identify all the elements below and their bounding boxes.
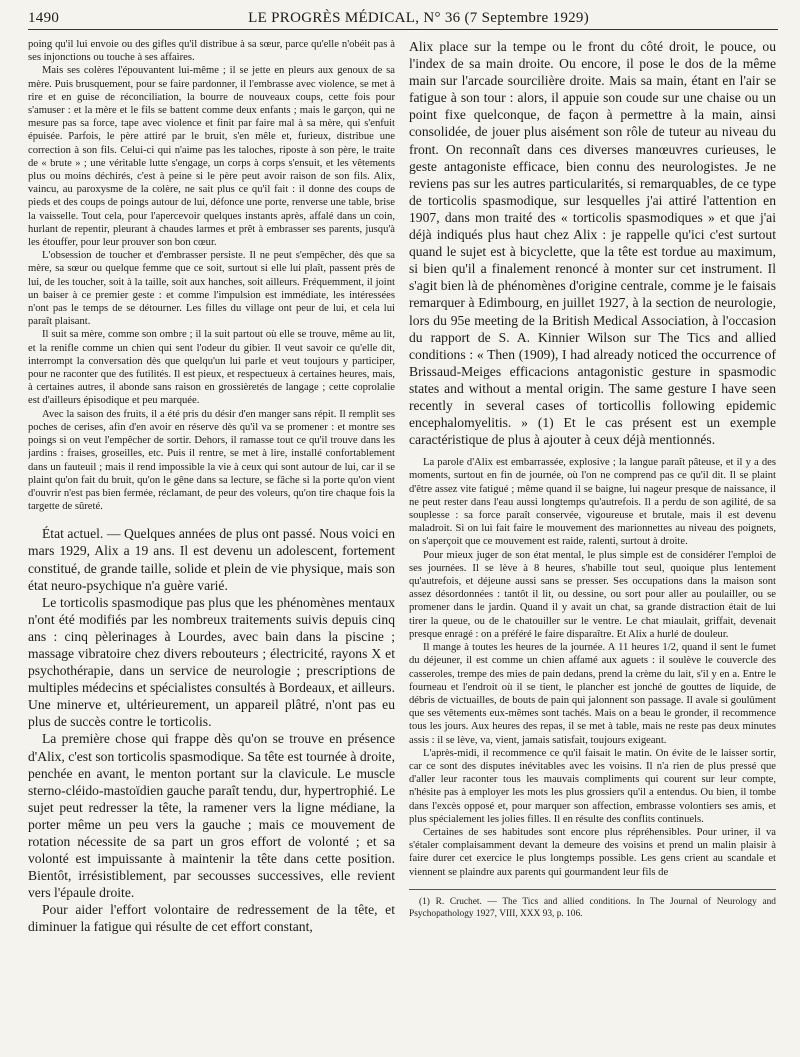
left-small-text-block bbox=[28, 38, 395, 513]
journal-title: LE PROGRÈS MÉDICAL, N° 36 (7 Septembre 1929) bbox=[248, 10, 590, 26]
paragraph: L'obsession de toucher et d'embrasser persiste. Il ne peut s'empêcher, dès que sa mère, sa sœur ou quelque femme que ce soit, surtout si elle lui plaît, passent près de lui, de les toucher, soit à la taille, soit aux hanches, soit ailleurs. Fréquemment, il joint un baiser à ce premier geste : et comme l'impulsion est immédiate, les intéressées n'ont pas le temps de se détourner. Les filles du village ont peur de lui, et cela lui paraît plaisant. bbox=[28, 250, 395, 328]
paragraph: Il suit sa mère, comme son ombre ; il la suit partout où elle se trouve, même au lit, et la renifle comme un chien qui sent l'odeur du gibier. Il veut savoir ce qu'elle dit, interrompt la conversation dès que quelqu'un lui parle et veut toujours y participer, pour ne raconter que des futilités. Il est pieux, et respectueux à certaines heures, mais, à certaines autres, il abonde sans raison en grossièretés de langage ; cette coprolalie est d'ailleurs épisodique et peu marquée. bbox=[28, 329, 395, 407]
right-large-text-block bbox=[409, 38, 776, 448]
paragraph: Certaines de ses habitudes sont encore plus répréhensibles. Pour uriner, il va s'étaler complaisamment devant la demeure des voisins et prend un malin plaisir à faire durer cet exercice le plus longtemps possible. Les gens crient au scandale et viennent se plaindre aux parents qui gourmandent leur fils de bbox=[409, 826, 776, 878]
paragraph: Pour mieux juger de son état mental, le plus simple est de considérer l'emploi de ses journées. Il se lève à 8 heures, s'habille tout seul, quoique plus lentement qu'autrefois, et déjeune aussi sans se presser. Ses occupations dans la maison sont assez désordonnées : tantôt il lit, ou dessine, ou sort pour aller au poulailler, ou se promener dans le jardin. Quand il y avait un chat, sa grande distraction était de lui tirer la queue, ou de le chatouiller sur le ventre. Le chat miaulait, griffait, devenait presque enragé : on a préféré le faire disparaître. Et Alix a hurlé de douleur. bbox=[409, 549, 776, 640]
paragraph: La parole d'Alix est embarrassée, explosive ; la langue paraît pâteuse, et il y a des moments, surtout en fin de journée, où l'on ne comprend pas ce qu'il dit. Il se plaint d'être assez vite fatigué ; même quand il se baigne, lui nageur presque de naissance, il ne peut rester dans l'eau aussi longtemps qu'autrefois. Il a perdu de son agilité, de sa souplesse : sa force paraît conservée, vigoureuse et brutale, mais il est devenu maladroit. Si on lui fait faire le mouvement des marionnettes au niveau des poignets, on s'aperçoit que ce mouvement est raide, ralenti, surtout à droite. bbox=[409, 457, 776, 548]
right-small-text-block bbox=[409, 456, 776, 879]
paragraph: Il mange à toutes les heures de la journée. A 11 heures 1/2, quand il sent le fumet du déjeuner, il est comme un chien affamé aux aguets : il soulève le couvercle des casseroles, trempe des mies de pain dedans, prend la crème du lait, s'il y en a. Entre le fourneau et l'endroit où il se tient, le plancher est jonché de gouttes de liquide, de débris de victuailles, de bouts de pain qui jalonnent son passage. Il avale si goulûment que ses vêtements eux-mêmes sont tachés. Mais on a beau le gronder, il recommence tous les jours. Aux heures des repas, il se met à table, mais ne reste pas deux minutes assis : il se lève, va, vient, jamais satisfait, toujours exigeant. bbox=[409, 642, 776, 746]
section-paragraph: État actuel. — Quelques années de plus ont passé. Nous voici en mars 1929, Alix a 19 ans. Il est devenu un adolescent, fortement constitué, de grande taille, solide et plein de vie physique, mais son état neuro-psychique n'a guère varié. bbox=[28, 526, 395, 593]
right-column bbox=[409, 38, 776, 1038]
paragraph: Avec la saison des fruits, il a été pris du désir d'en manger sans répit. Il remplit ses poches de cerises, afin d'en avoir en réserve dès qu'il va se promener : et montre ses poings si on veut l'empêcher de sortir. Dehors, il ramasse tout ce qu'il trouve dans les jardins : fraises, groseilles, etc. Puis il rentre, se met à lire, installé confortablement dans un fauteuil ; mais il rend impossible la vie à ceux qui sont autour de lui, car il se plaint qu'on fait du bruit, qu'on le gêne dans sa lecture, se fâche si la porte qu'on vient d'ouvrir n'est pas bien fermée, réclamant, de peur des voleurs, qu'on tire chaque fois la targette de sûreté. bbox=[28, 408, 395, 513]
footnote bbox=[409, 889, 776, 920]
paragraph: Pour aider l'effort volontaire de redressement de la tête, et diminuer la fatigue qui résulte de cet effort constant, bbox=[28, 902, 395, 935]
paragraph: L'après-midi, il recommence ce qu'il faisait le matin. On évite de le laisser sortir, car ce sont des disputes inévitables avec les voisins. Il n'a rien de plus pressé que d'aller leur raconter tous les mauvais compliments qui courent sur leur compte, n'hésite pas à employer les mots les plus grossiers qu'il a entendus. Ou bien, il tombe dans l'excès opposé et, pour marquer son affection, embrasse volontiers ses amis, et plus spécialement les jolies filles. Il en résulte des conflits continuels. bbox=[409, 747, 776, 825]
left-column bbox=[28, 38, 395, 1038]
paragraph: Le torticolis spasmodique pas plus que les phénomènes mentaux n'ont été modifiés par les nombreux traitements suivis depuis cinq ans : cinq pèlerinages à Lourdes, avec bain dans la piscine ; massage vibratoire chez divers rebouteurs ; électricité, rayons X et psychothérapie, dans un service de neurologie ; prescriptions de multiples médecins et spécialistes consultés à Bordeaux, et ailleurs. Une minerve et, ultérieurement, un appareil plâtré, n'ont pas eu plus de succès contre le torticolis. bbox=[28, 594, 395, 730]
left-large-text-block bbox=[28, 525, 395, 935]
footnote-text: (1) R. Cruchet. — The Tics and allied conditions. In The Journal of Neurology and Psychopathology 1927, VIII, XXX 93, p. 106. bbox=[409, 896, 776, 919]
page-header bbox=[28, 10, 778, 30]
paragraph: Alix place sur la tempe ou le front du côté droit, le pouce, ou l'index de sa main droite. Ou encore, il pose le dos de la même main sur l'arcade sourcilière droite. Mais sa main, étant en l'air se fatigue à son tour : alors, il appuie son coude sur une chaise ou un point fixe quelconque, de façon à permettre à la main, ainsi consolidée, de jouer plus aisément son rôle de tuteur au niveau du front. On reconnaît dans ces diverses manœuvres curieuses, le geste antagoniste efficace, bien connu des neurologistes. Je ne reviens pas sur les autres particularités, si remarquables, de ce type de torticolis spasmodique, sur lesquelles j'ai attiré l'attention en 1907, dans mon traité des « torticolis spasmodiques » et que j'ai déjà indiqués plus haut chez Alix : je rappelle qu'ici c'est surtout quand le sujet est à bicyclette, que la tête est tordue au maximum, si bien qu'il a finalement renoncé à monter sur cet instrument. Il s'agit bien là de phénomènes d'origine centrale, comme je le faisais remarquer à Edimbourg, en juillet 1927, à la section de neurologie, lors du 95e meeting de la British Medical Association, à l'occasion du rapport de S. A. Kinnier Wilson sur The Tics and allied conditions : « Then (1909), I had already noticed the occurrence of Brissaud-Meiges efficacions antagonistic gesture in spasmodic states and without a mental origin. The same gesture I have seen recently in several cases of torticollis following epidemic encephalomyelitis. » (1) Et le cas présent est un exemple caractéristique de plus à ajouter à ceux déjà mentionnés. bbox=[409, 39, 776, 448]
two-column-body bbox=[28, 38, 778, 1038]
page-number: 1490 bbox=[28, 10, 60, 26]
paragraph: poing qu'il lui envoie ou des gifles qu'il distribue à sa sœur, parce qu'elle n'obéit pas à ses injonctions ou touche à ses affaires. bbox=[28, 39, 395, 64]
paragraph: Mais ses colères l'épouvantent lui-même ; il se jette en pleurs aux genoux de sa mère. Puis brusquement, pour se faire pardonner, il l'embrasse avec violence, se met à rire et en guise de réconciliation, la bourre de nouveaux coups, cette fois pour s'amuser : et la mère et le fils se battent comme deux enfants ; mais le garçon, qui ne mesure pas sa force, tape avec violence et finit par faire mal à sa mère, qui s'enfuit épuisée. Parfois, le père attiré par le bruit, s'en mêle et, furieux, distribue une correction à son fils. Celui-ci qui n'aime pas les taloches, riposte à son père, le traite de « brute » ; une véritable lutte s'engage, un corps à corps s'ensuit, et les vêtements plus ou moins déchirés, c'est à peine si le père peut avoir raison de son fils. Alix, vaincu, au paroxysme de la colère, ne sait plus ce qu'il fait : il donne des coups de pieds et des coups de poings autour de lui, défonce une porte, renverse une table, brise la vaisselle. Tout cela, pour l'apercevoir quelques instants après, affalé dans un coin, hurlant de repentir, pleurant à chaudes larmes et prêt à embrasser ses parents, jusqu'à les étouffer, pour leur prouver son bon cœur. bbox=[28, 65, 395, 249]
paragraph: La première chose qui frappe dès qu'on se trouve en présence d'Alix, c'est son torticolis spasmodique. Sa tête est tournée à droite, penchée en avant, le menton portant sur la clavicule. Le muscle sterno-cléido-mastoïdien gauche paraît tendu, dur, hypertrophié. Le sujet peut redresser la tête, la ramener vers la ligne médiane, la porter même un peu vers la gauche ; mais ce mouvement de rotation nécessite de sa part un gros effort de volonté ; et sa volonté est impuissante à maintenir la tête dans cette position. Bientôt, irrésistiblement, par secousses successives, elle revient vers l'épaule droite. bbox=[28, 731, 395, 901]
